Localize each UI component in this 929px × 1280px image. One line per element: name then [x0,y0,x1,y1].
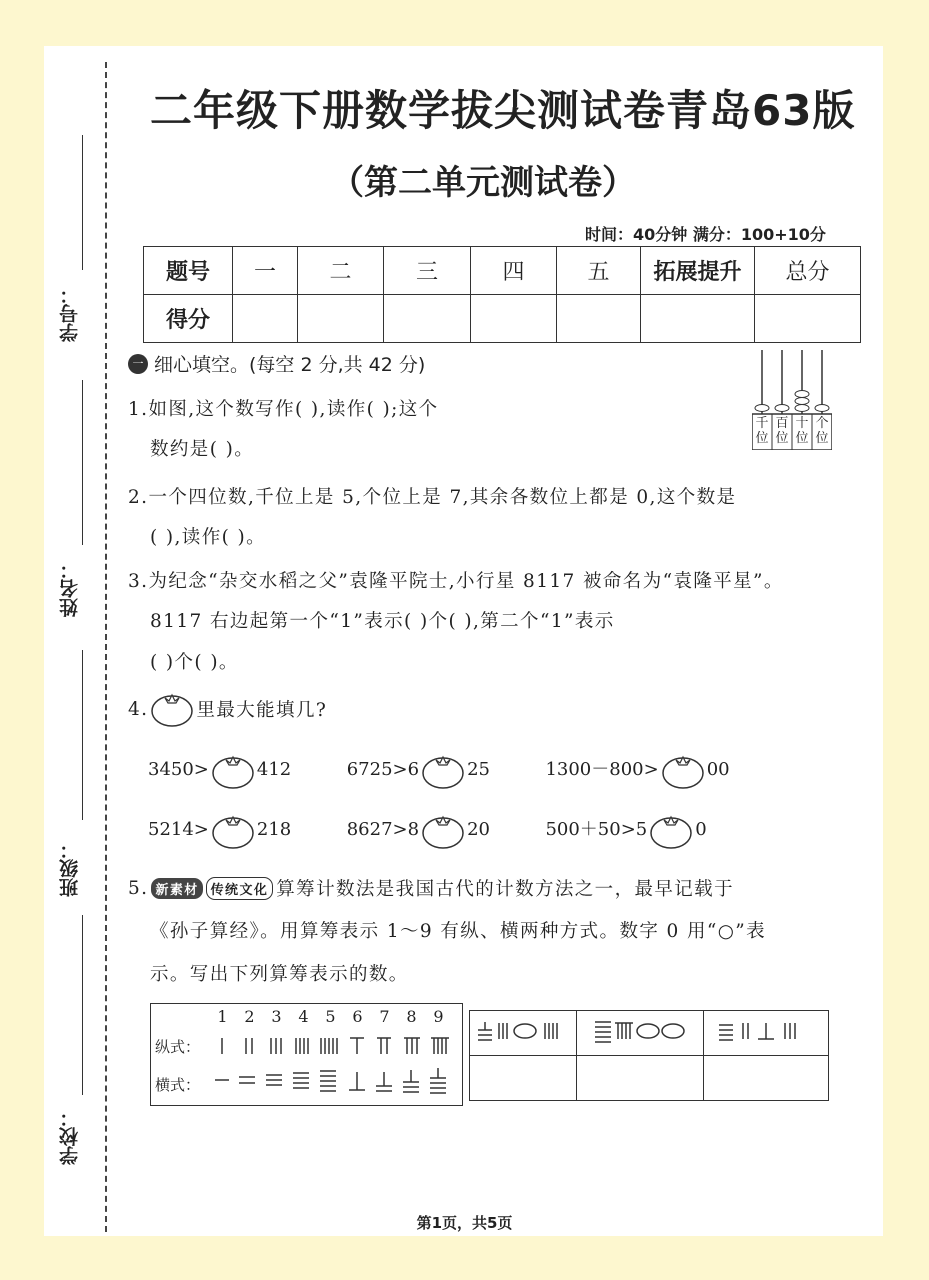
score-cell[interactable] [298,295,384,343]
rods-digit: 7 [379,1007,390,1026]
abacus-label: 千位 [755,416,769,446]
section-badge: 一 [128,354,148,374]
score-cell[interactable] [641,295,755,343]
rods-digit: 9 [433,1007,444,1026]
tomato-blank-icon[interactable] [421,750,465,790]
question-1-line-2-text: 数约是( )。 [150,439,255,460]
school-label: 学校： [59,1108,81,1165]
abacus-figure [752,350,832,450]
question-3-line-3-text: ( )个( )。 [150,652,239,673]
page-subtitle: （第二单元测试卷） [330,163,636,203]
compare-left: 1300－800> [545,759,659,780]
section-title: 细心填空。(每空 2 分,共 42 分) [154,354,426,376]
compare-right: 00 [706,759,730,780]
vertical-label: 纵式： [155,1038,201,1056]
rods-number-3 [711,1016,821,1046]
tomato-blank-icon[interactable] [661,750,705,790]
question-2-line-1: 2.一个四位数,千位上是 5,个位上是 7,其余各数位上都是 0,这个数是 [128,487,737,508]
page-footer: 第1页，共5页 [416,1214,513,1232]
compare-row-1 [148,750,730,790]
score-header-cell: 总分 [755,247,861,295]
question-5-line-2-text: 《孙子算经》。用算筹表示 1～9 有纵、横两种方式。数字 0 用“○”表 [150,921,767,942]
score-cell[interactable] [755,295,861,343]
rods-digit: 3 [271,1007,282,1026]
score-header-cell: 题号 [144,247,233,295]
tomato-blank-icon[interactable] [211,810,255,850]
counting-rods-reference [150,1003,463,1106]
name-line [82,380,83,545]
question-3-line-1: 3.为纪念“杂交水稻之父”袁隆平院士,小行星 8117 被命名为“袁隆平星”。 [128,571,784,592]
rods-digit: 8 [406,1007,417,1026]
compare-right: 25 [467,759,490,780]
rods-problem-2 [577,1011,704,1056]
question-4-text: 里最大能填几? [196,700,328,721]
abacus-label: 个位 [815,416,829,446]
abacus-labels [752,416,832,446]
abacus-label: 十位 [795,416,809,446]
question-3-line-2-text: 8117 右边起第一个“1”表示( )个( ),第二个“1”表示 [150,611,615,632]
rods-answer-table [469,1010,829,1101]
new-material-tag: 新素材 [151,878,202,899]
question-5-line-2 [128,917,766,943]
rods-answer-row [470,1056,829,1101]
time-info: 时间：40分钟 满分：100+10分 [585,225,826,244]
score-header-cell: 拓展提升 [641,247,755,295]
question-2-line-2-text: ( ),读作( )。 [150,527,267,548]
rods-digit: 4 [298,1007,309,1026]
score-value-row [144,295,861,343]
student-no-line [82,135,83,270]
question-3-line-3 [128,648,239,674]
rods-problem-3 [704,1011,829,1056]
score-cell[interactable] [384,295,471,343]
school-line [82,915,83,1095]
score-cell[interactable] [471,295,557,343]
score-header-cell: 五 [557,247,641,295]
score-header-cell: 三 [384,247,471,295]
score-header-cell: 二 [298,247,384,295]
question-5-line-1-text: 算筹计数法是我国古代的计数方法之一，最早记载于 [276,879,734,900]
page-title: 二年级下册数学拔尖测试卷青岛63版 [150,86,856,135]
rods-digit: 5 [325,1007,336,1026]
tomato-blank-icon[interactable] [649,810,693,850]
tomato-blank-icon[interactable] [421,810,465,850]
rods-answer-cell[interactable] [704,1056,829,1101]
rods-problem-1 [470,1011,577,1056]
score-cell[interactable] [233,295,298,343]
score-row-label: 得分 [144,295,233,343]
class-label: 班级： [59,840,81,897]
rods-digit: 6 [352,1007,363,1026]
rods-digit-row [209,1007,459,1026]
question-5-line-1 [128,875,734,901]
rods-digit: 2 [244,1007,255,1026]
rods-digit: 1 [217,1007,228,1026]
rods-number-1 [475,1016,571,1046]
question-5-number: 5. [128,877,149,899]
question-5-line-3 [128,960,409,986]
score-header-cell: 四 [471,247,557,295]
section-heading [128,350,425,377]
class-line [82,650,83,820]
counting-rods-glyphs [209,1032,459,1102]
question-3-line-2 [128,607,615,633]
score-table [143,246,861,343]
abacus-label: 百位 [775,416,789,446]
student-no-label: 学号： [59,285,81,342]
compare-left: 500＋50>5 [545,819,648,840]
compare-right: 20 [467,819,490,840]
question-4-header [128,690,327,728]
question-5-line-3-text: 示。写出下列算筹表示的数。 [150,964,409,985]
traditional-culture-tag: 传统文化 [206,877,274,900]
question-2-line-2 [128,523,266,549]
horizontal-label: 横式： [155,1076,201,1094]
rods-number-2 [585,1016,695,1046]
score-header-row [144,247,861,295]
question-4-number: 4. [128,698,149,720]
tomato-blank-icon [150,690,194,728]
score-cell[interactable] [557,295,641,343]
rods-answer-cell[interactable] [577,1056,704,1101]
compare-left: 8627>8 [346,819,420,840]
compare-right: 0 [695,819,707,840]
rods-problem-row [470,1011,829,1056]
question-1-line-1: 1.如图,这个数写作( ),读作( );这个 [128,399,439,420]
compare-right: 218 [256,819,292,840]
question-1-line-2 [128,435,254,461]
compare-left: 3450> [148,759,209,780]
tomato-blank-icon[interactable] [211,750,255,790]
compare-row-2 [148,810,707,850]
compare-left: 6725>6 [346,759,420,780]
score-header-cell: 一 [233,247,298,295]
cut-line [105,62,107,1232]
rods-answer-cell[interactable] [470,1056,577,1101]
name-label: 姓名： [59,560,81,617]
compare-right: 412 [256,759,292,780]
compare-left: 5214> [148,819,209,840]
